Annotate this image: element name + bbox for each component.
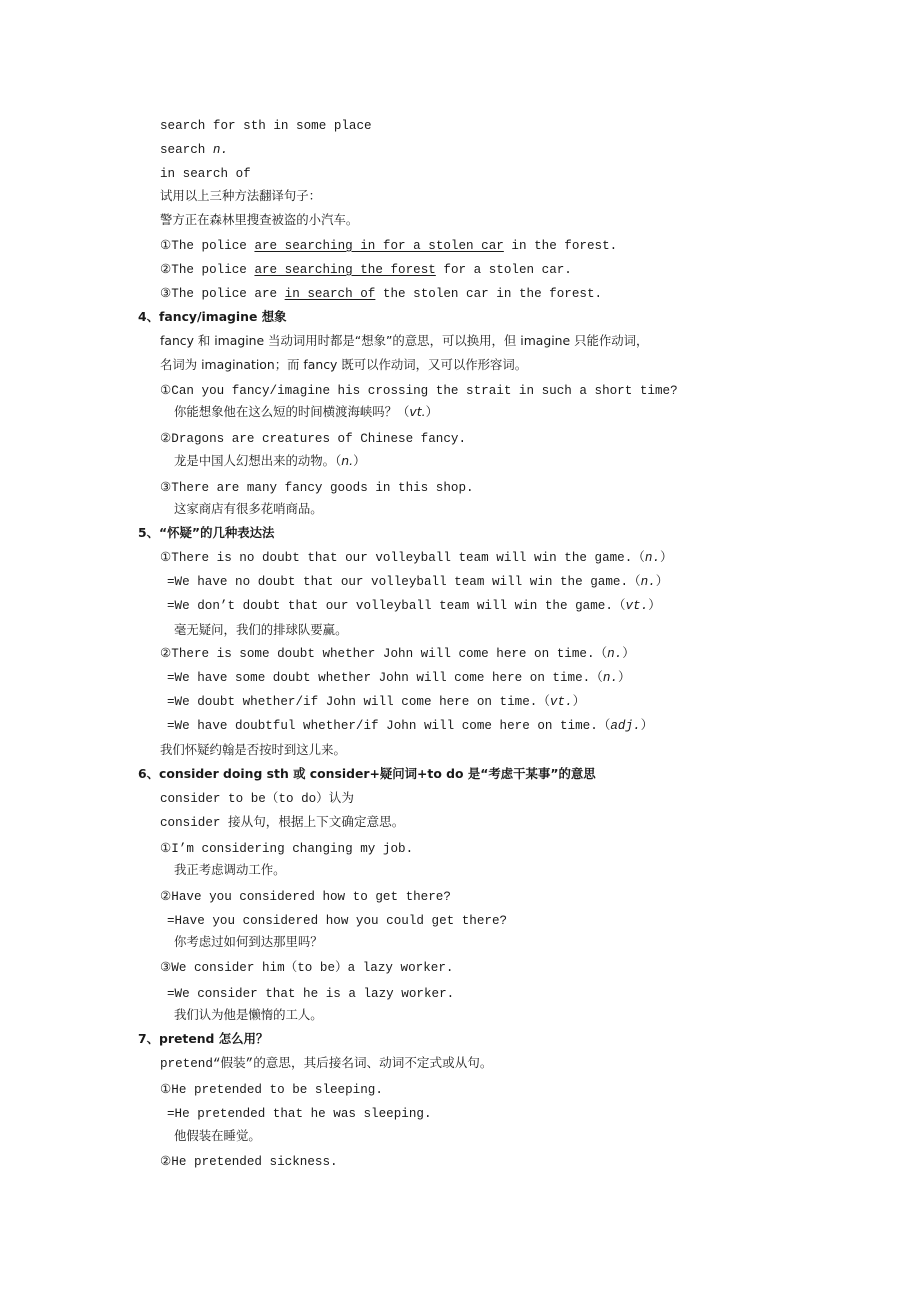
example-sentence: ②Have you considered how to get there? — [160, 890, 451, 904]
translation: 毫无疑问，我们的排球队要赢。 — [174, 622, 348, 637]
section-heading: 4、fancy/imagine 想象 — [138, 309, 287, 324]
text-line: search n. — [160, 143, 229, 157]
example-sentence: ①There is no doubt that our volleyball team will win the game.（n.） — [160, 551, 673, 565]
translation: 我们怀疑约翰是否按时到这儿来。 — [160, 742, 346, 757]
example-sentence: =We doubt whether/if John will come here on time.（vt.） — [167, 695, 586, 709]
translation: 你能想象他在这么短的时间横渡海峡吗？（vt.） — [174, 404, 438, 419]
translation: 龙是中国人幻想出来的动物。（n.） — [174, 453, 366, 468]
example-sentence: ②He pretended sickness. — [160, 1155, 338, 1169]
example-sentence: ②There is some doubt whether John will come here on time.（n.） — [160, 647, 635, 661]
example-sentence: ①I’m considering changing my job. — [160, 842, 414, 856]
example-sentence: ①The police are searching in for a stolen car in the forest. — [160, 239, 618, 253]
translation: 你考虑过如何到达那里吗？ — [174, 934, 323, 949]
text-line: consider 接从句，根据上下文确定意思。 — [160, 816, 405, 830]
translation: 这家商店有很多花哨商品。 — [174, 501, 323, 516]
text-line: consider to be（to do）认为 — [160, 792, 354, 806]
example-sentence: =We have doubtful whether/if John will come here on time.（adj.） — [167, 719, 654, 733]
translation: 我们认为他是懒惰的工人。 — [174, 1007, 323, 1022]
example-sentence: =We have no doubt that our volleyball team will win the game.（n.） — [167, 575, 669, 589]
example-sentence: ③We consider him（to be）a lazy worker. — [160, 961, 454, 975]
translation: 他假装在睡觉。 — [174, 1128, 261, 1143]
example-sentence: =We don’t doubt that our volleyball team will win the game.（vt.） — [167, 599, 661, 613]
text-line: 警方正在森林里搜查被盗的小汽车。 — [160, 212, 359, 227]
section-heading: 6、consider doing sth 或 consider+疑问词+to do 是“考虑干某事”的意思 — [138, 766, 596, 781]
section-heading: 7、pretend 怎么用？ — [138, 1031, 269, 1046]
example-sentence: ②The police are searching the forest for a stolen car. — [160, 263, 572, 277]
text-line: in search of — [160, 167, 251, 181]
text-line: fancy 和 imagine 当动词用时都是“想象”的意思，可以换用，但 imagine 只能作动词， — [160, 333, 649, 348]
section-heading: 5、“怀疑”的几种表达法 — [138, 525, 275, 540]
example-sentence: =We consider that he is a lazy worker. — [167, 987, 455, 1001]
text-line: search for sth in some place — [160, 119, 372, 133]
text-line: pretend“假装”的意思，其后接名词、动词不定式或从句。 — [160, 1057, 493, 1071]
example-sentence: ③There are many fancy goods in this shop. — [160, 481, 474, 495]
example-sentence: =We have some doubt whether John will come here on time.（n.） — [167, 671, 631, 685]
text-line: 试用以上三种方法翻译句子： — [160, 188, 322, 203]
translation: 我正考虑调动工作。 — [174, 862, 286, 877]
example-sentence: =He pretended that he was sleeping. — [167, 1107, 432, 1121]
example-sentence: =Have you considered how you could get there? — [167, 914, 508, 928]
example-sentence: ①He pretended to be sleeping. — [160, 1083, 383, 1097]
example-sentence: ②Dragons are creatures of Chinese fancy. — [160, 432, 467, 446]
example-sentence: ③The police are in search of the stolen car in the forest. — [160, 287, 603, 301]
text-line: 名词为 imagination；而 fancy 既可以作动词，又可以作形容词。 — [160, 357, 528, 372]
example-sentence: ①Can you fancy/imagine his crossing the strait in such a short time? — [160, 384, 678, 398]
